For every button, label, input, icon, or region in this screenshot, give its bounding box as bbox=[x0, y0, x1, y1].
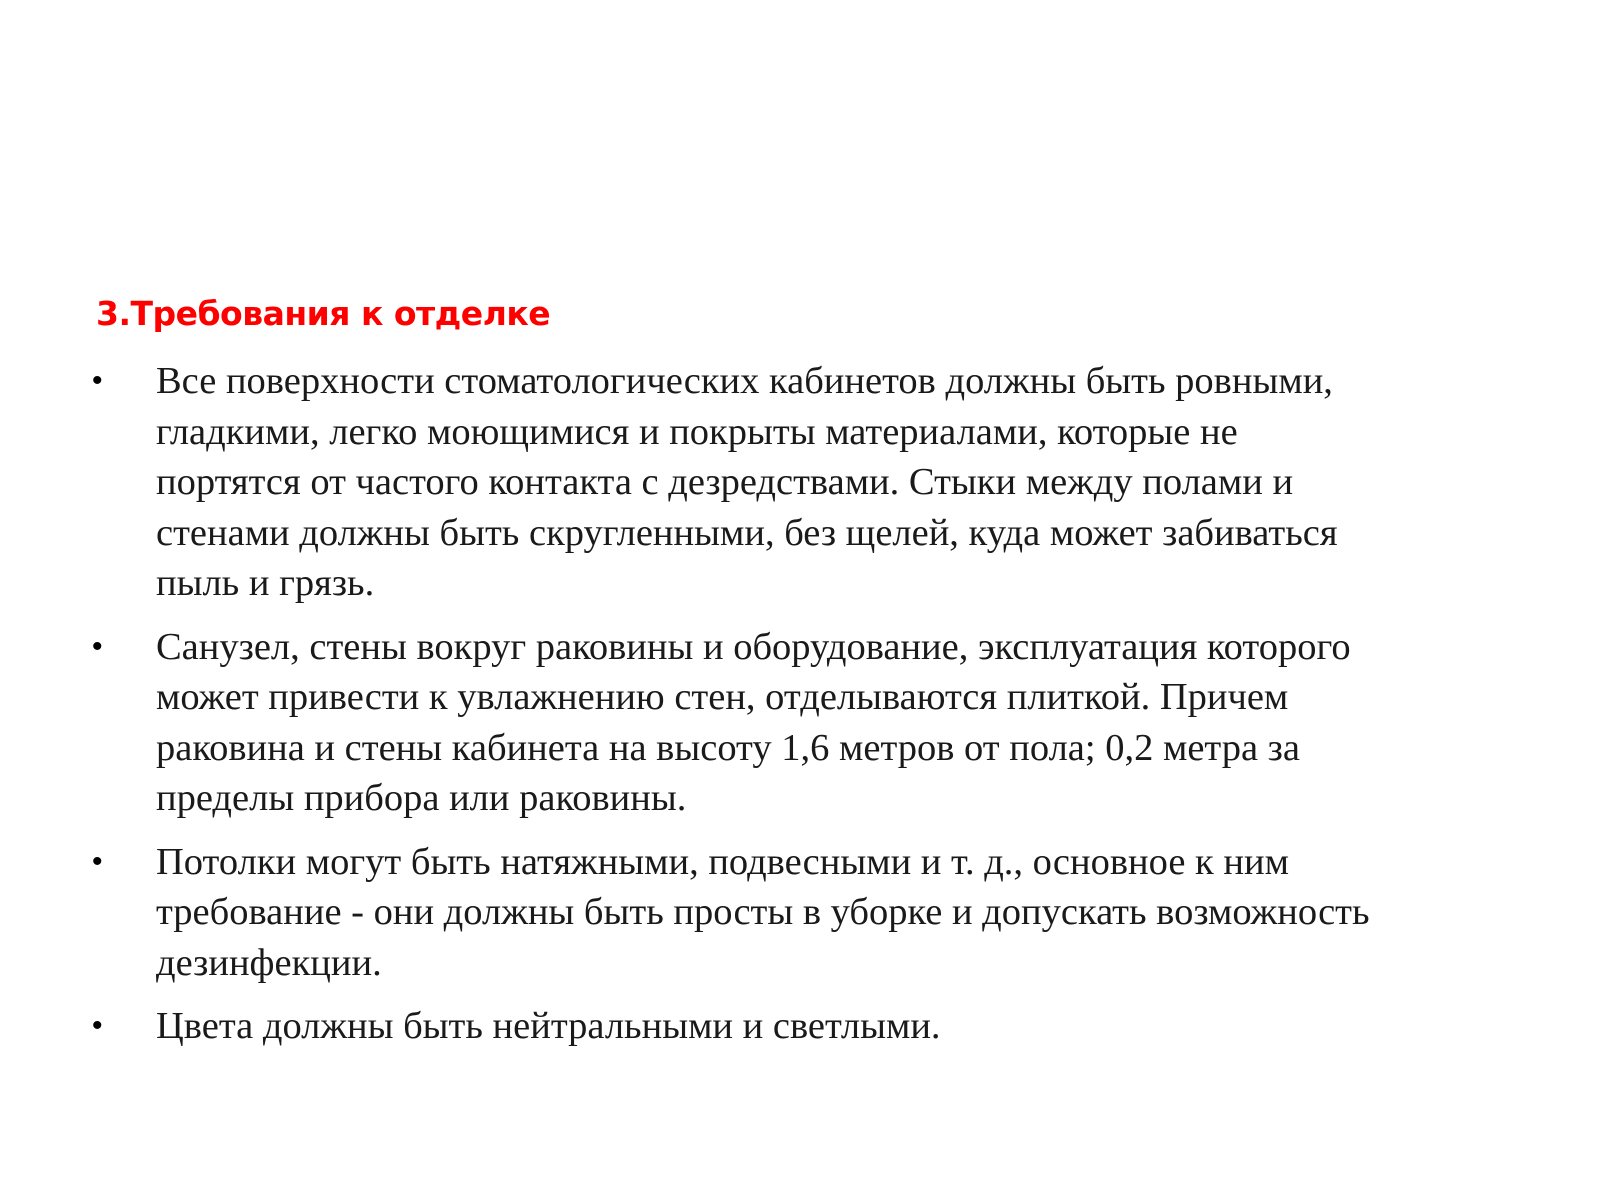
text-line: Все поверхности стоматологических кабинетов должны быть ровными, bbox=[156, 360, 1333, 402]
text-line: портятся от частого контакта с дезредствами. Стыки между полами и bbox=[156, 461, 1294, 503]
bullet-item-colors bbox=[92, 1001, 1512, 1052]
text-line: может привести к увлажнению стен, отделываются плиткой. Причем bbox=[156, 676, 1289, 718]
text-line: Санузел, стены вокруг раковины и оборудование, эксплуатация которого bbox=[156, 625, 1351, 668]
text-line: требование - они должны быть просты в уборке и допускать возможность bbox=[156, 891, 1370, 933]
text-line: пыль и грязь. bbox=[156, 562, 375, 604]
text-line: стенами должны быть скругленными, без щелей, куда может забиваться bbox=[156, 511, 1338, 554]
bullet-icon: • bbox=[92, 364, 103, 397]
bullet-item-ceilings bbox=[92, 837, 1512, 989]
bullet-list bbox=[92, 356, 1512, 1065]
bullet-text bbox=[156, 1001, 1512, 1052]
slide-heading: 3.Требования к отделке bbox=[96, 294, 551, 333]
bullet-text bbox=[156, 622, 1512, 824]
bullet-text bbox=[156, 356, 1512, 609]
text-line: гладкими, легко моющимися и покрыты материалами, которые не bbox=[156, 410, 1238, 453]
text-line: Потолки могут быть натяжными, подвесными и т. д., основное к ним bbox=[156, 840, 1289, 883]
bullet-item-tiling bbox=[92, 622, 1512, 824]
bullet-icon: • bbox=[92, 629, 103, 663]
text-line: раковина и стены кабинета на высоту 1,6 метров от пола; 0,2 метра за bbox=[156, 726, 1300, 769]
bullet-icon: • bbox=[92, 844, 103, 878]
text-line: дезинфекции. bbox=[156, 941, 382, 984]
bullet-item-surfaces bbox=[92, 356, 1512, 609]
bullet-text bbox=[156, 837, 1512, 989]
bullet-icon: • bbox=[92, 1009, 103, 1042]
text-line: Цвета должны быть нейтральными и светлыми. bbox=[156, 1005, 941, 1047]
text-line: пределы прибора или раковины. bbox=[156, 777, 687, 819]
